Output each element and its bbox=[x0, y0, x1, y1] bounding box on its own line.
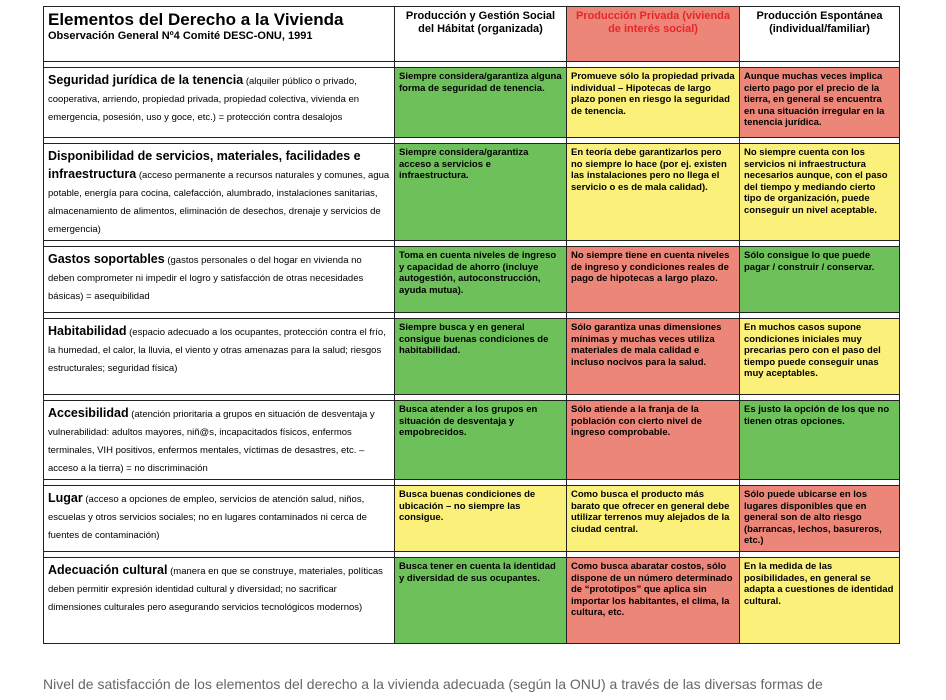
row-label-cell bbox=[44, 68, 395, 138]
rating-cell-yellow: En la medida de las posibilidades, en general se adapta a cuestiones de identidad cultural. bbox=[740, 558, 900, 644]
row-label-cell bbox=[44, 247, 395, 313]
row-description: (manera en que se construye, materiales, políticas deben permitir expresión identidad cultural y diversidad; no sacrificar dimensiones culturales pero asegurando servicios tecnológicos modernos) bbox=[48, 566, 383, 613]
table-row bbox=[44, 247, 900, 313]
rating-cell-green: Busca tener en cuenta la identidad y diversidad de sus ocupantes. bbox=[395, 558, 567, 644]
row-description: (atención prioritaria a grupos en situación de desventaja y vulnerabilidad: adultos mayores, niñ@s, incapacitados físicos, enfermos terminales, VIH positivos, enfermos mentales, víctimas de desastres, etc. – acceso a la tierra) = no discriminación bbox=[48, 409, 375, 474]
rating-cell-red: Como busca abaratar costos, sólo dispone de un número determinado de “prototipos” que aplica sin importar los habitantes, el clima, la cultura, etc. bbox=[567, 558, 740, 644]
row-label-cell bbox=[44, 486, 395, 552]
rating-cell-red: Aunque muchas veces implica cierto pago por el precio de la tierra, en general se encuentra en una situación irregular en la tenencia jurídica. bbox=[740, 68, 900, 138]
header-row bbox=[44, 7, 900, 62]
rating-cell-green: Siempre busca y en general consigue buenas condiciones de habitabilidad. bbox=[395, 319, 567, 395]
table-row bbox=[44, 144, 900, 241]
figure-caption: Nivel de satisfacción de los elementos del derecho a la vivienda adecuada (según la ONU) a través de las diversas formas de bbox=[43, 676, 823, 692]
rating-cell-yellow: En teoría debe garantizarlos pero no siempre lo hace (por ej. existen las instalaciones pero no llega el servicio o es de mala calidad). bbox=[567, 144, 740, 241]
rating-cell-yellow: Busca buenas condiciones de ubicación – no siempre las consigue. bbox=[395, 486, 567, 552]
rating-cell-red: Sólo garantiza unas dimensiones mínimas y muchas veces utiliza materiales de mala calidad e incluso nocivos para la salud. bbox=[567, 319, 740, 395]
rating-cell-green: Siempre considera/garantiza alguna forma de seguridad de tenencia. bbox=[395, 68, 567, 138]
row-label-cell bbox=[44, 319, 395, 395]
rating-cell-red: Sólo puede ubicarse en los lugares disponibles que en general son de alto riesgo (barrancas, lechos, basureros, etc.) bbox=[740, 486, 900, 552]
rating-cell-red: Sólo atiende a la franja de la población con cierto nivel de ingreso comprobable. bbox=[567, 401, 740, 480]
column-header-social: Producción y Gestión Social del Hábitat (organizada) bbox=[395, 7, 567, 62]
rating-cell-green: Sólo consigue lo que puede pagar / construir / conservar. bbox=[740, 247, 900, 313]
rating-cell-green: Toma en cuenta niveles de ingreso y capacidad de ahorro (incluye autogestión, autoconstrucción, ayuda mutua). bbox=[395, 247, 567, 313]
housing-rights-table bbox=[43, 6, 900, 644]
row-name: Gastos soportables bbox=[48, 252, 165, 266]
rating-cell-yellow: Como busca el producto más barato que ofrecer en general debe utilizar terrenos muy alejados de la ciudad central. bbox=[567, 486, 740, 552]
row-label-cell bbox=[44, 144, 395, 241]
row-description: (acceso a opciones de empleo, servicios de atención salud, niños, escuelas y otros servicios sociales; no en lugares contaminados ni cerca de fuentes de contaminación) bbox=[48, 494, 367, 541]
row-label-cell bbox=[44, 401, 395, 480]
table-title: Elementos del Derecho a la Vivienda bbox=[48, 10, 344, 29]
table-row bbox=[44, 486, 900, 552]
row-description: (espacio adecuado a los ocupantes, protección contra el frío, la humedad, el calor, la lluvia, el viento y otras amenazas para la salud; riesgos estructurales; seguridad física) bbox=[48, 327, 386, 374]
rating-cell-yellow: Promueve sólo la propiedad privada individual – Hipotecas de largo plazo ponen en riesgo la seguridad de tenencia. bbox=[567, 68, 740, 138]
rating-cell-yellow: En muchos casos supone condiciones iniciales muy precarias pero con el paso del tiempo puede conseguir unas muy aceptables. bbox=[740, 319, 900, 395]
row-name: Adecuación cultural bbox=[48, 563, 168, 577]
row-name: Accesibilidad bbox=[48, 406, 129, 420]
rating-cell-green: Es justo la opción de los que no tienen otras opciones. bbox=[740, 401, 900, 480]
rating-cell-red: No siempre tiene en cuenta niveles de ingreso y condiciones reales de pago de hipotecas a largo plazo. bbox=[567, 247, 740, 313]
table-row bbox=[44, 319, 900, 395]
table-row bbox=[44, 68, 900, 138]
table-subtitle: Observación General Nº4 Comité DESC-ONU, 1991 bbox=[48, 30, 313, 42]
row-name: Lugar bbox=[48, 491, 83, 505]
row-description: (alquiler público o privado, cooperativa, arriendo, propiedad privada, propiedad colectiva, vivienda en emergencia, posesión, uso y goce, etc.) = protección contra desalojos bbox=[48, 76, 360, 123]
table-row bbox=[44, 401, 900, 480]
rating-cell-yellow: No siempre cuenta con los servicios ni infraestructura necesarios aunque, con el paso del tiempo y mediando cierto tipo de organización, puede conseguir un nivel aceptable. bbox=[740, 144, 900, 241]
row-name: Disponibilidad de servicios, materiales, facilidades e infraestructura bbox=[48, 149, 361, 181]
row-description: (acceso permanente a recursos naturales y comunes, agua potable, energía para cocina, calefacción, alumbrado, instalaciones sanitarias, almacenamiento de alimentos, eliminación de desechos, drenaje y servicios de emergencia) bbox=[48, 170, 390, 235]
row-name: Habitabilidad bbox=[48, 324, 127, 338]
column-header-spontaneous: Producción Espontánea (individual/familiar) bbox=[740, 7, 900, 62]
table-row bbox=[44, 558, 900, 644]
row-label-cell bbox=[44, 558, 395, 644]
row-description: (gastos personales o del hogar en vivienda no deben comprometer ni impedir el logro y satisfacción de otras necesidades básicas) = asequibilidad bbox=[48, 255, 364, 302]
column-header-private: Producción Privada (vivienda de interés social) bbox=[567, 7, 740, 62]
row-name: Seguridad jurídica de la tenencia bbox=[48, 73, 244, 87]
table-title-cell bbox=[44, 7, 395, 62]
rating-cell-green: Busca atender a los grupos en situación de desventaja y empobrecidos. bbox=[395, 401, 567, 480]
rating-cell-green: Siempre considera/garantiza acceso a servicios e infraestructura. bbox=[395, 144, 567, 241]
